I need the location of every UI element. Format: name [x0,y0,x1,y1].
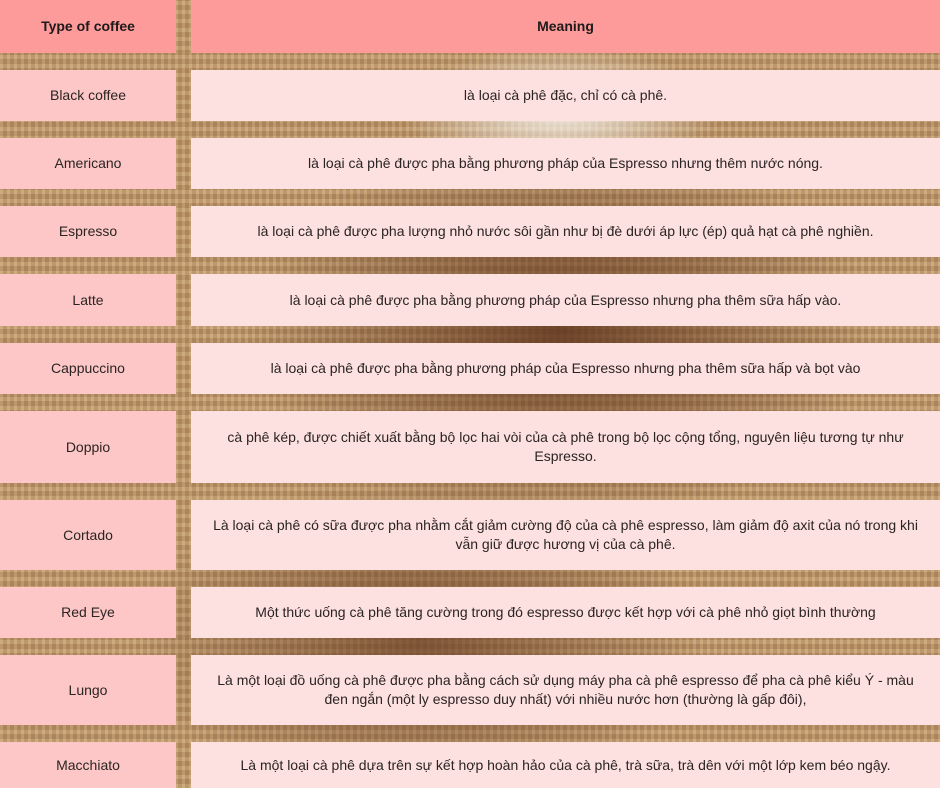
coffee-type-cell: Americano [0,138,176,189]
coffee-type-cell: Latte [0,274,176,326]
coffee-meaning-cell: là loại cà phê được pha bằng phương pháp của Espresso nhưng thêm nước nóng. [191,138,940,189]
coffee-type-cell: Espresso [0,206,176,257]
header-meaning: Meaning [191,0,940,53]
coffee-meaning-cell: cà phê kép, được chiết xuất bằng bộ lọc hai vòi của cà phê trong bộ lọc cộng tổng, nguyên liệu tương tự như Espresso. [191,411,940,483]
coffee-meaning-cell: Là loại cà phê có sữa được pha nhằm cắt giảm cường độ của cà phê espresso, làm giảm độ axit của nó trong khi vẫn giữ được hương vị của cà phê. [191,500,940,570]
coffee-meaning-cell: là loại cà phê được pha lượng nhỏ nước sôi gần như bị đè dưới áp lực (ép) quả hạt cà phê nghiền. [191,206,940,257]
coffee-type-cell: Macchiato [0,742,176,788]
coffee-type-cell: Lungo [0,655,176,725]
coffee-type-cell: Doppio [0,411,176,483]
coffee-type-cell: Red Eye [0,587,176,638]
coffee-type-cell: Cappuccino [0,343,176,394]
coffee-meaning-cell: Là một loại đồ uống cà phê được pha bằng cách sử dụng máy pha cà phê espresso để pha cà phê kiểu Ý - màu đen ngắn (một ly espresso duy nhất) với nhiều nước hơn (thường là gấp đôi), [191,655,940,725]
coffee-meaning-cell: Là một loại cà phê dựa trên sự kết hợp hoàn hảo của cà phê, trà sữa, trà dên với một lớp kem béo ngậy. [191,742,940,788]
coffee-meaning-cell: Một thức uống cà phê tăng cường trong đó espresso được kết hợp với cà phê nhỏ giọt bình thường [191,587,940,638]
coffee-meaning-cell: là loại cà phê đặc, chỉ có cà phê. [191,70,940,121]
coffee-type-cell: Cortado [0,500,176,570]
coffee-type-cell: Black coffee [0,70,176,121]
coffee-meaning-cell: là loại cà phê được pha bằng phương pháp của Espresso nhưng pha thêm sữa hấp vào. [191,274,940,326]
header-type-of-coffee: Type of coffee [0,0,176,53]
coffee-meaning-cell: là loại cà phê được pha bằng phương pháp của Espresso nhưng pha thêm sữa hấp và bọt vào [191,343,940,394]
